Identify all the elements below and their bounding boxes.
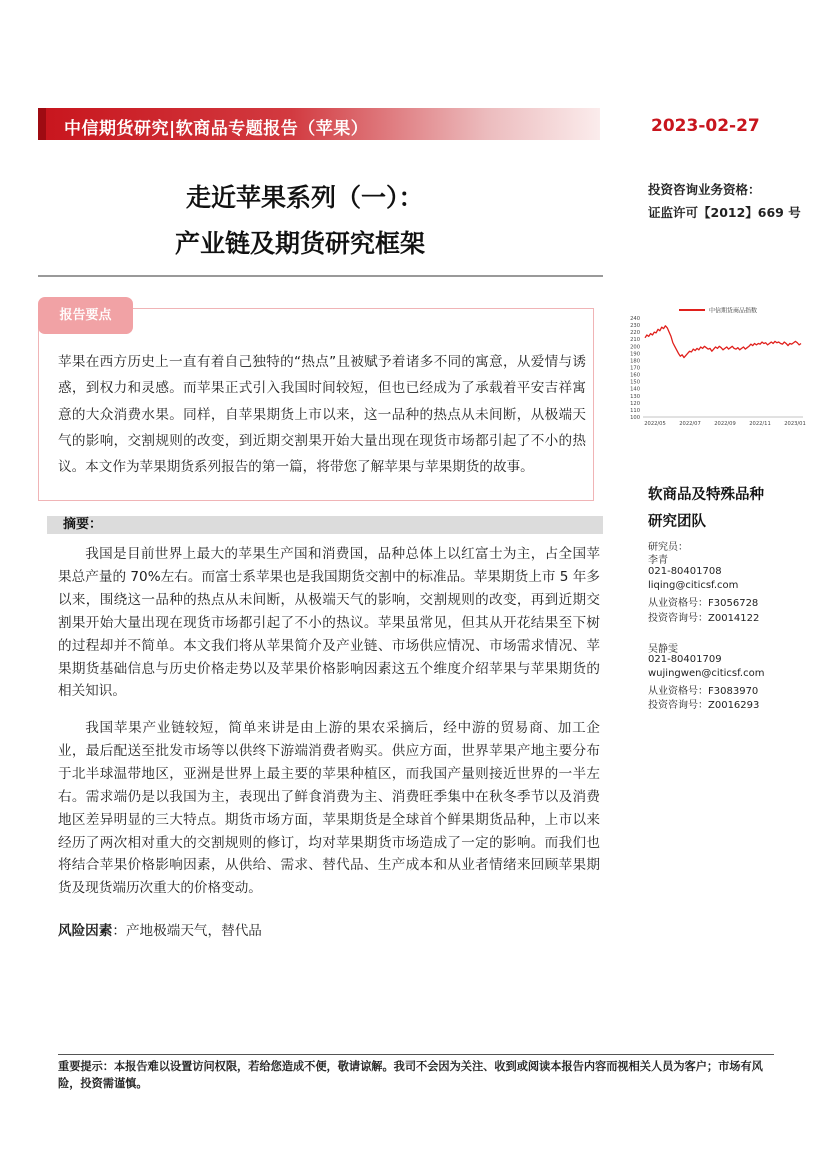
title-divider — [38, 275, 603, 277]
analyst-phone: 021-80401709 — [648, 654, 722, 665]
footer-divider — [58, 1054, 774, 1055]
report-title-line1: 走近苹果系列（一）： — [186, 183, 424, 212]
analyst-cert: 从业资格号：F3056728 — [648, 598, 759, 609]
analyst-email[interactable]: liqing@citicsf.com — [648, 580, 739, 591]
x-tick-label: 2022/11 — [749, 421, 771, 427]
chart-x-axis — [644, 421, 806, 427]
y-tick-label: 210 — [630, 337, 640, 344]
x-tick-label: 2022/07 — [679, 421, 701, 427]
risk-factors — [58, 919, 262, 939]
report-date: 2023-02-27 — [651, 116, 760, 136]
summary-paragraph-2: 我国苹果产业链较短，简单来讲是由上游的果农采摘后，经中游的贸易商、加工企业，最后配送至批发市场等以供终下游端消费者购买。供应方面，世界苹果产地主要分布于北半球温带地区，亚洲是世界上最主要的苹果种植区，而我国产量则接近世界的一半左右。需求端仍是以我国为主，表现出了鲜食消费为主、消费旺季集中在秋冬季节以及消费地区差异明显的三大特点。期货市场方面，苹果期货是全球首个鲜果期货品种，上市以来经历了两次相对重大的交割规则的修订，均对苹果期货市场造成了一定的影响。而我们也将结合苹果价格影响因素，从供给、需求、替代品、生产成本和从业者情绪来回顾苹果期货及现货端历次重大的价格变动。 — [58, 720, 600, 897]
y-tick-label: 180 — [630, 358, 640, 365]
analyst-name: 李青 — [648, 555, 668, 566]
team-name-line1: 软商品及特殊品种 — [648, 487, 764, 503]
analyst-advisor-id: 投资咨询号：Z0014122 — [648, 613, 760, 624]
y-tick-label: 150 — [630, 379, 640, 386]
highlights-tab: 报告要点 — [38, 297, 133, 334]
x-tick-label: 2022/05 — [644, 421, 666, 427]
risk-label: 风险因素 — [58, 923, 113, 939]
y-tick-label: 170 — [630, 365, 640, 372]
y-tick-label: 200 — [630, 344, 640, 351]
qualification-license: 证监许可【2012】669 号 — [648, 205, 801, 220]
y-tick-label: 240 — [630, 316, 640, 322]
highlights-text: 苹果在西方历史上一直有着自己独特的“热点”且被赋予着诸多不同的寓意，从爱情与诱惑，到权力和灵感。而苹果正式引入我国时间较短，但也已经成为了承载着平安吉祥寓意的大众消费水果。同样，自苹果期货上市以来，这一品种的热点从未间断，从极端天气的影响，交割规则的改变，到近期交割果开始大量出现在现货市场都引起了不小的热议。本文作为苹果期货系列报告的第一篇，将带您了解苹果与苹果期货的故事。 — [58, 354, 586, 476]
header-accent-block — [38, 108, 46, 140]
analyst-email[interactable]: wujingwen@citicsf.com — [648, 668, 765, 679]
x-tick-label: 2022/09 — [714, 421, 736, 427]
y-tick-label: 160 — [630, 372, 640, 379]
footer-disclaimer: 重要提示：本报告难以设置访问权限，若给您造成不便，敬请谅解。我司不会因为关注、收到或阅读本报告内容而视相关人员为客户；市场有风险，投资需谨慎。 — [58, 1060, 763, 1090]
series-line-commodity-index — [645, 326, 801, 358]
y-tick-label: 140 — [630, 386, 640, 393]
y-tick-label: 230 — [630, 323, 640, 330]
researcher-label: 研究员： — [648, 542, 688, 553]
y-tick-label: 220 — [630, 330, 640, 337]
analyst-advisor-id: 投资咨询号：Z0016293 — [648, 700, 760, 711]
analyst-cert: 从业资格号：F3083970 — [648, 686, 759, 697]
report-title-line2: 产业链及期货研究框架 — [175, 229, 426, 258]
report-series-title: 中信期货研究|软商品专题报告（苹果） — [64, 119, 369, 139]
y-tick-label: 190 — [630, 351, 640, 358]
chart-legend — [679, 307, 757, 315]
summary-header-bar — [47, 516, 603, 534]
analyst-phone: 021-80401708 — [648, 566, 722, 577]
y-tick-label: 100 — [630, 415, 640, 421]
qualification-label: 投资咨询业务资格： — [648, 182, 761, 197]
y-tick-label: 130 — [630, 393, 640, 400]
summary-paragraph-1: 我国是目前世界上最大的苹果生产国和消费国，品种总体上以红富士为主，占全国苹果总产量的 70%左右。而富士系苹果也是我国期货交割中的标准品。苹果期货上市 5 年多以来，围绕这一品种的热点从未间断，从极端天气的影响，交割规则的改变，再到近期交割果开始大量出现在现货市场都引起了不小的热议。苹果虽常见，但其从开花结果至下树的过程却并不简单。本文我们将从苹果简介及产业链、市场供应情况、市场需求情况、苹果期货基础信息与历史价格走势以及苹果价格影响因素这五个维度介绍苹果与苹果期货的相关知识。 — [58, 546, 600, 700]
risk-text: ：产地极端天气，替代品 — [112, 923, 262, 939]
analyst-name: 吴静雯 — [648, 644, 678, 655]
x-tick-label: 2023/01 — [784, 421, 806, 427]
commodity-index-chart — [621, 301, 807, 431]
team-name-line2: 研究团队 — [648, 514, 706, 530]
summary-label: 摘要： — [63, 517, 103, 532]
y-tick-label: 110 — [630, 407, 640, 414]
legend-label: 中信期货商品指数 — [709, 307, 758, 315]
y-tick-label: 120 — [630, 400, 640, 407]
